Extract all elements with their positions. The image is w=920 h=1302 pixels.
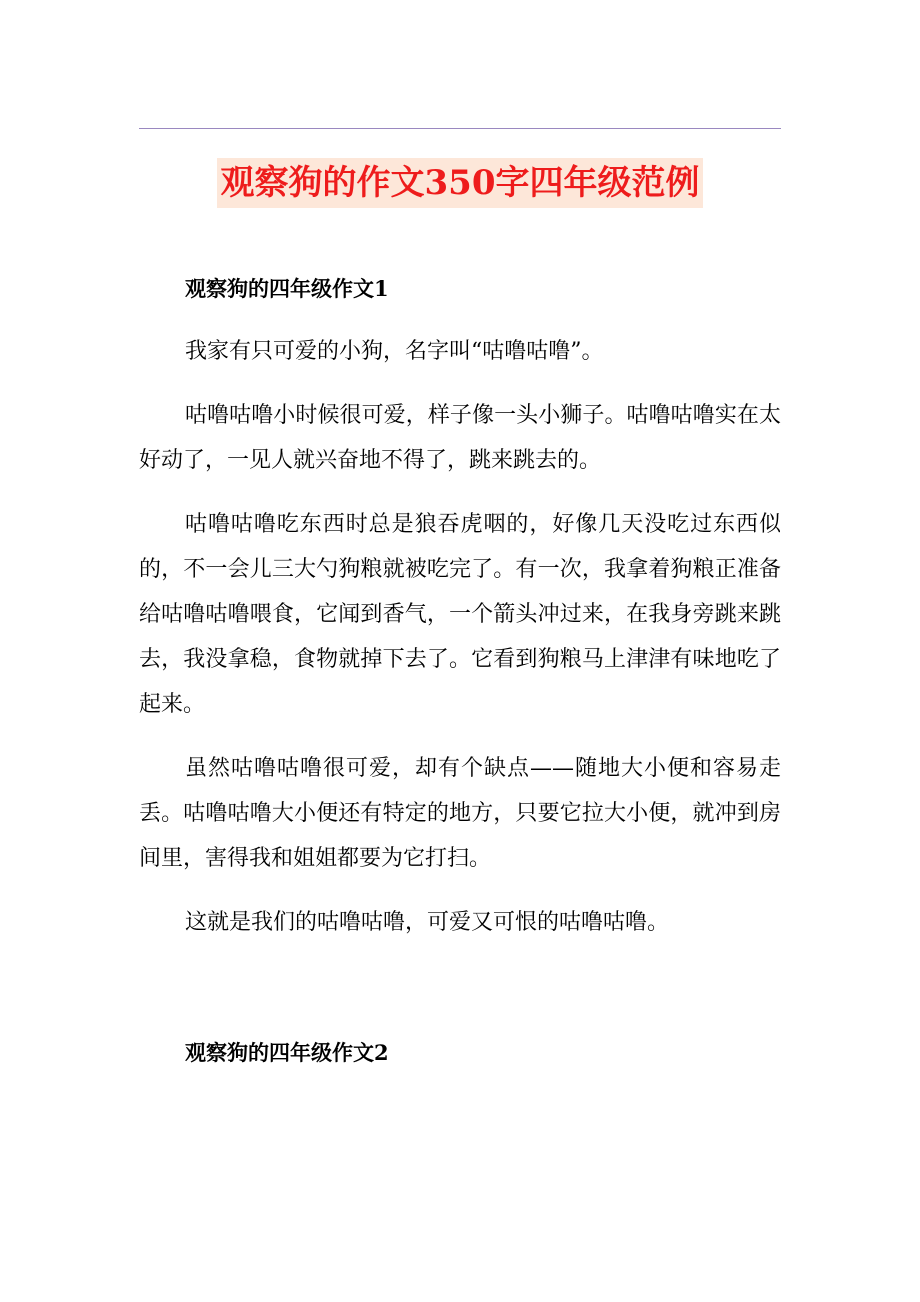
document-body bbox=[139, 268, 781, 1074]
paragraph: 虽然咕噜咕噜很可爱，却有个缺点——随地大小便和容易走丢。咕噜咕噜大小便还有特定的地方，只要它拉大小便，就冲到房间里，害得我和姐姐都要为它打扫。 bbox=[139, 756, 781, 871]
section-heading-2: 观察狗的四年级作文2 bbox=[185, 1040, 389, 1065]
section-heading-1: 观察狗的四年级作文1 bbox=[185, 276, 389, 301]
paragraph: 咕噜咕噜小时候很可爱，样子像一头小狮子。咕噜咕噜实在太好动了，一见人就兴奋地不得了，跳来跳去的。 bbox=[139, 403, 781, 473]
paragraph: 咕噜咕噜吃东西时总是狼吞虎咽的，好像几天没吃过东西似的，不一会儿三大勺狗粮就被吃完了。有一次，我拿着狗粮正准备给咕噜咕噜喂食，它闻到香气，一个箭头冲过来，在我身旁跳来跳去，我没拿稳，食物就掉下去了。它看到狗粮马上津津有味地吃了起来。 bbox=[139, 512, 781, 717]
header-rule bbox=[139, 128, 781, 129]
paragraph: 我家有只可爱的小狗，名字叫“咕噜咕噜”。 bbox=[185, 339, 604, 364]
document-title: 观察狗的作文350字四年级范例 bbox=[217, 158, 704, 208]
title-container bbox=[0, 158, 920, 208]
paragraph: 这就是我们的咕噜咕噜，可爱又可恨的咕噜咕噜。 bbox=[185, 910, 670, 935]
